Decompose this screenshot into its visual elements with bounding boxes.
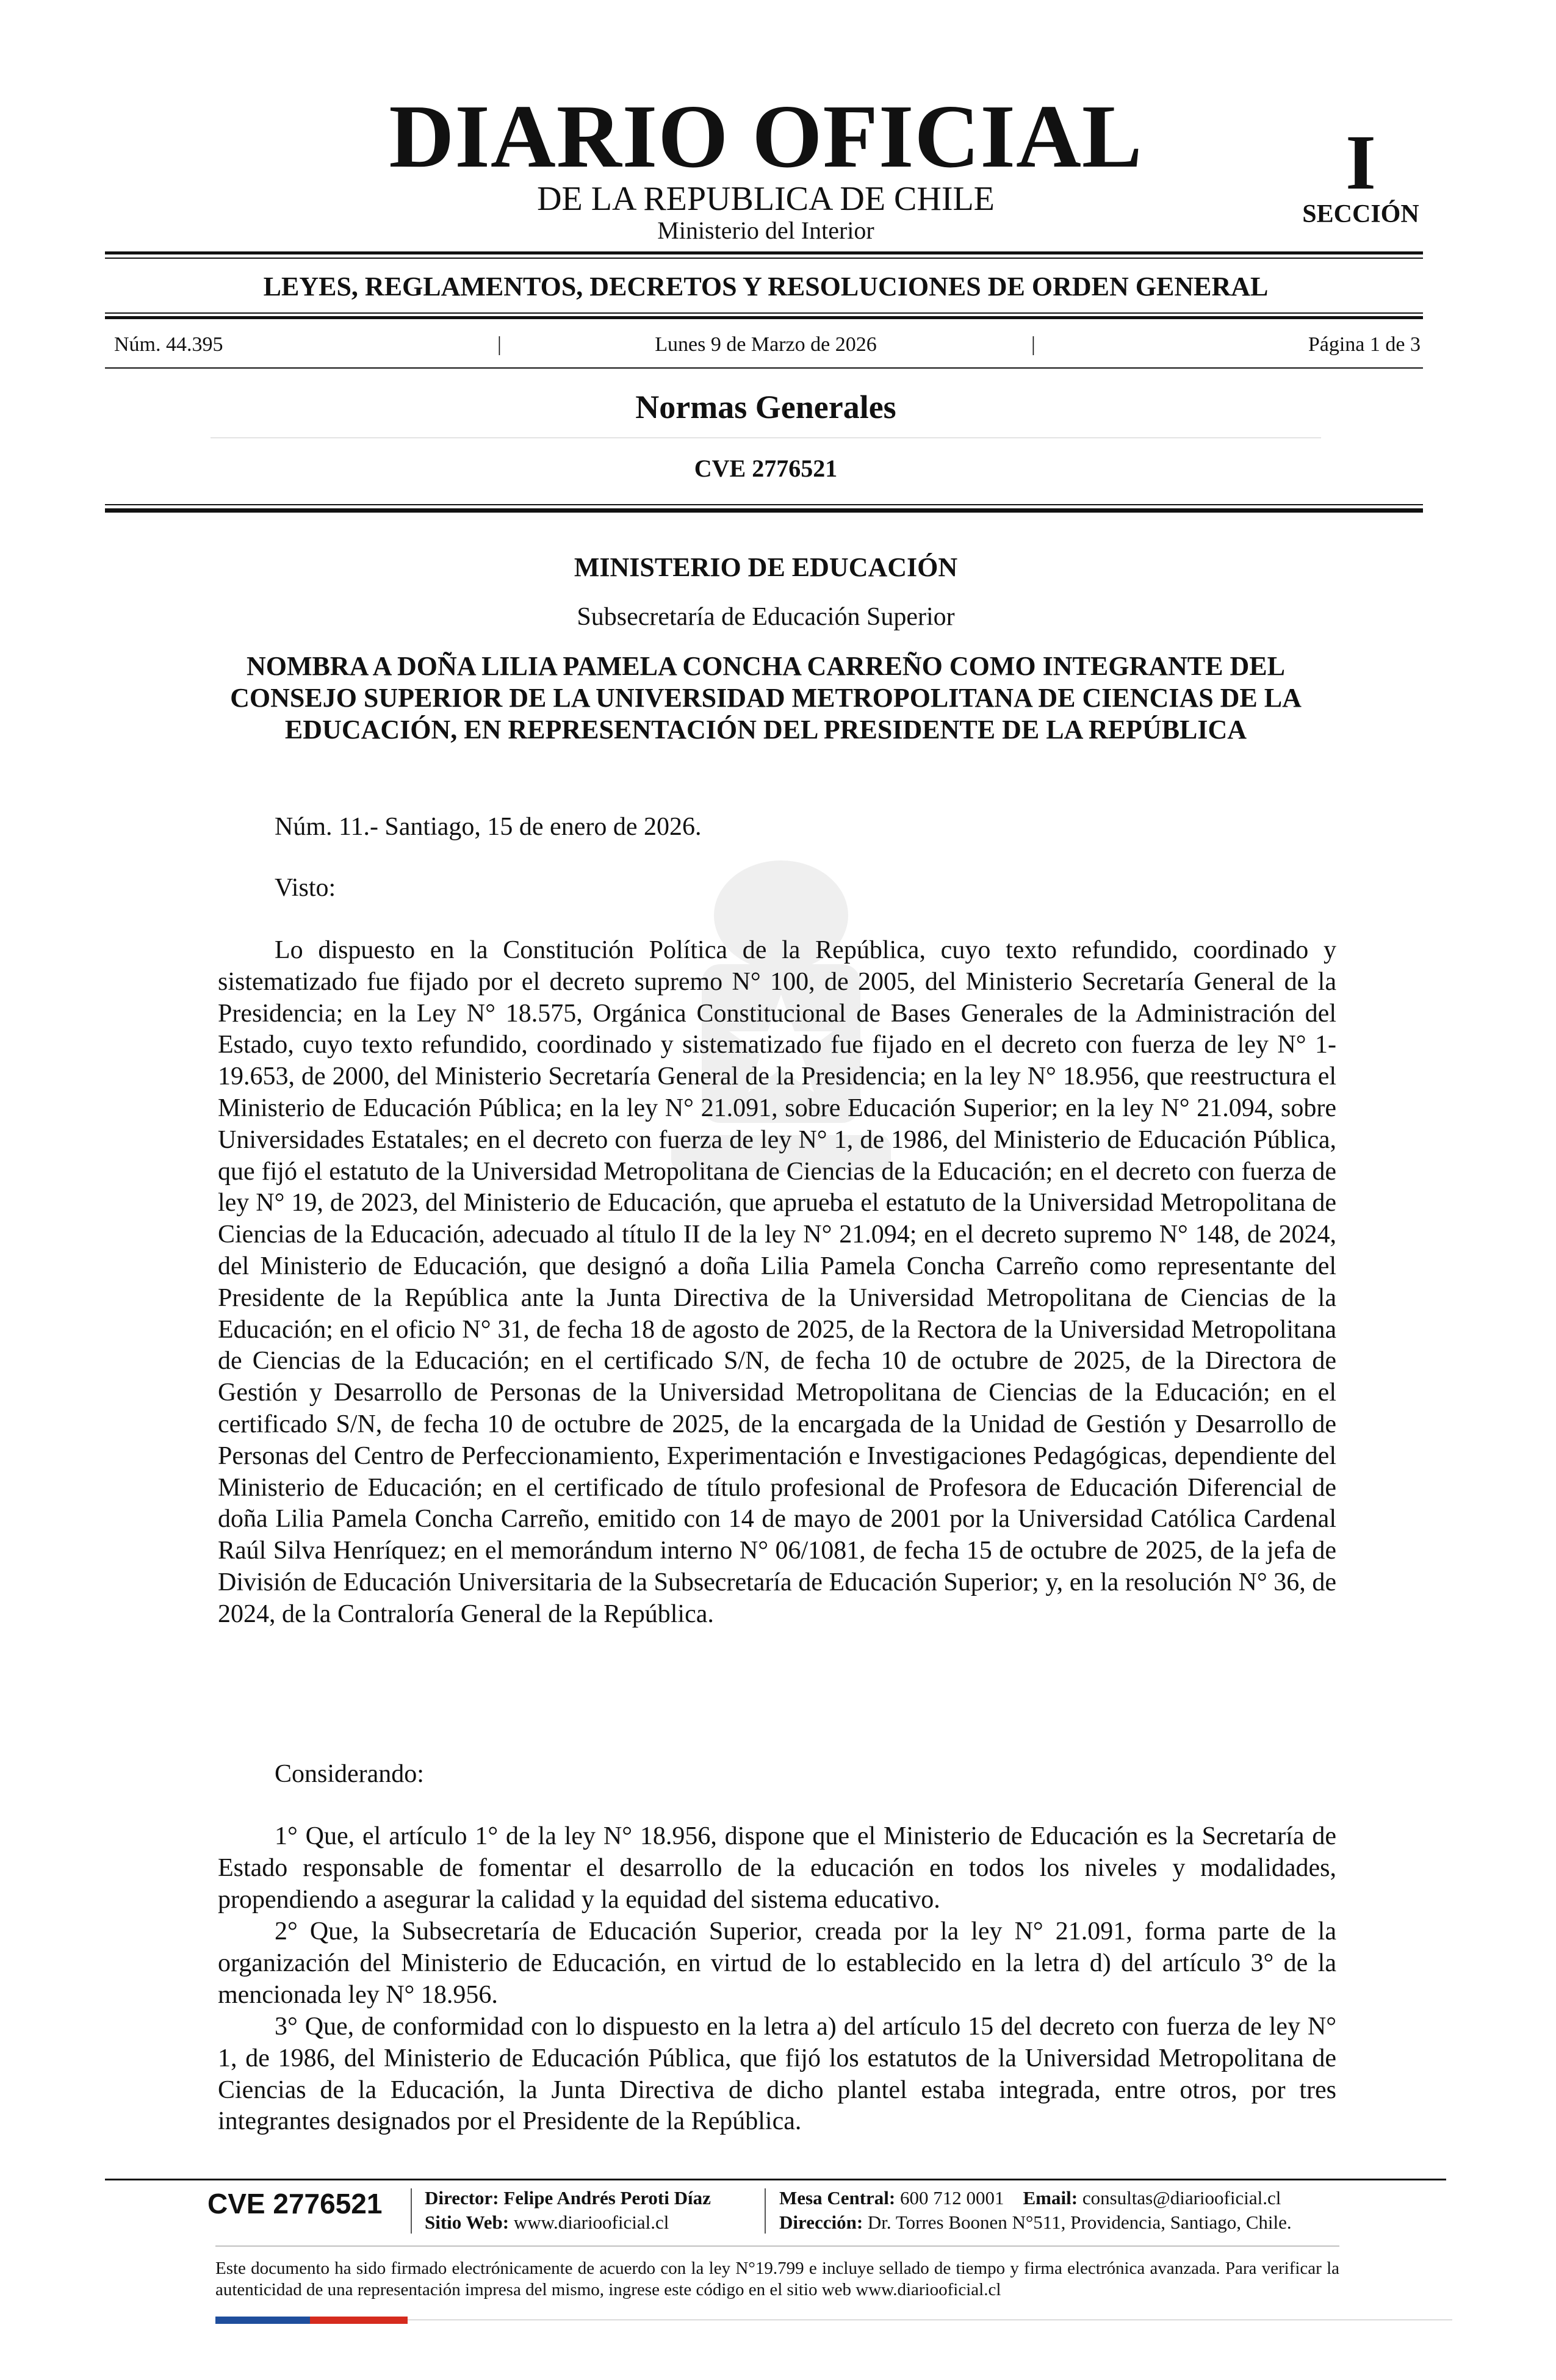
footer-address: Dirección: Dr. Torres Boonen N°511, Providencia, Santiago, Chile.: [779, 2212, 1292, 2233]
heading-rule-thin: [105, 312, 1423, 314]
masthead-ministry: Ministerio del Interior: [657, 217, 874, 244]
footer-director: Director: Felipe Andrés Peroti Díaz: [425, 2187, 711, 2209]
footer-website: Sitio Web: www.diariooficial.cl: [425, 2212, 669, 2233]
section-label: SECCIÓN: [1302, 200, 1419, 228]
issue-separator: |: [497, 333, 502, 356]
footer-email-link[interactable]: consultas@diariooficial.cl: [1082, 2187, 1281, 2209]
considerando-paragraph: 2° Que, la Subsecretaría de Educación Superior, creada por la ley N° 21.091, forma parte de la organización del Ministerio de Educación, en virtud de lo establecido en la letra d) del artículo 3° de la mencionada ley N° 18.956.: [218, 1917, 1336, 2009]
visto-paragraph: Lo dispuesto en la Constitución Política de la República, cuyo texto refundido, coordinado y sistematizado fue fijado por el decreto supremo N° 100, de 2005, del Ministerio Secretaría General de la Presidencia; en la Ley N° 18.575, Orgánica Constitucional de Bases Generales de la Administración del Estado, cuyo texto refundido, coordinado y sistematizado fue fijado en el decreto con fuerza de ley N° 1-19.653, de 2000, del Ministerio Secretaría General de la Presidencia; en la ley N° 18.956, que reestructura el Ministerio de Educación Pública; en la ley N° 21.091, sobre Educación Superior; en la ley N° 21.094, sobre Universidades Estatales; en el decreto con fuerza de ley N° 1, de 1986, del Ministerio de Educación Pública, que fijó el estatuto de la Universidad Metropolitana de Ciencias de la Educación; en el decreto con fuerza de ley N° 19, de 2023, del Ministerio de Educación, que aprueba el estatuto de la Universidad Metropolitana de Ciencias de la Educación, adecuado al título II de la ley N° 21.094; en el decreto supremo N° 148, de 2024, del Ministerio de Educación, que designó a doña Lilia Pamela Concha Carreño como representante del Presidente de la República ante la Junta Directiva de la Universidad Metropolitana de Ciencias de la Educación; en el oficio N° 31, de fecha 18 de agosto de 2025, de la Rectora de la Universidad Metropolitana de Ciencias de la Educación; en el certificado S/N, de fecha 10 de octubre de 2025, de la Directora de Gestión y Desarrollo de Personas de la Universidad Metropolitana de Ciencias de la Educación; en el certificado S/N, de fecha 10 de octubre de 2025, de la encargada de la Unidad de Gestión y Desarrollo de Personas del Centro de Perfeccionamiento, Experimentación e Investigaciones Pedagógicas, dependiente del Ministerio de Educación; en el certificado de título profesional de Profesora de Educación Diferencial de doña Lilia Pamela Concha Carreño, emitido con 14 de mayo de 2001 por la Universidad Católica Cardenal Raúl Silva Henríquez; en el memorándum interno N° 06/1081, de fecha 15 de octubre de 2025, de la jefa de División de Educación Universitaria de la Subsecretaría de Educación Superior; y, en la resolución N° 36, de 2024, de la Contraloría General de la República.: [218, 936, 1336, 1628]
footer-phone: Mesa Central: 600 712 0001 Email: consultas@diariooficial.cl: [779, 2187, 1281, 2209]
document-subsecretary: Subsecretaría de Educación Superior: [577, 603, 955, 631]
considerando-label: Considerando:: [275, 1760, 424, 1788]
footer-legal-notice: Este documento ha sido firmado electrónicamente de acuerdo con la ley N°19.799 e incluye sellado de tiempo y firma electrónica avanzada. Para verificar la autenticidad de una representación impresa del mismo, ingrese este código en el sitio web www.diariooficial.cl: [215, 2259, 1339, 2299]
masthead-rule-top: [105, 251, 1423, 254]
meta-rule: [105, 367, 1423, 369]
chile-flag-stripe: [215, 2317, 408, 2324]
visto-label: Visto:: [275, 874, 336, 902]
heading-rule-bold: [105, 316, 1423, 319]
section-heading: LEYES, REGLAMENTOS, DECRETOS Y RESOLUCIONES DE ORDEN GENERAL: [263, 272, 1269, 301]
issue-separator: |: [1031, 333, 1036, 356]
cve-code: CVE 2776521: [694, 455, 838, 482]
considerando-paragraph: 3° Que, de conformidad con lo dispuesto en la letra a) del artículo 15 del decreto con fuerza de ley N° 1, de 1986, del Ministerio de Educación Pública, que fijó los estatutos de la Universidad Metropolitana de Ciencias de la Educación, la Junta Directiva de dicho plantel estaba integrada, entre otros, por tres integrantes designados por el Presidente de la República.: [218, 2013, 1336, 2136]
footer-cve-code: CVE 2776521: [207, 2188, 383, 2220]
masthead-rule-thin: [105, 258, 1423, 259]
footer-divider: [765, 2188, 766, 2234]
decree-number-date: Núm. 11.- Santiago, 15 de enero de 2026.: [275, 813, 702, 841]
header-rule-bold: [105, 508, 1423, 513]
footer-divider: [411, 2188, 412, 2234]
header-rule-thin: [105, 504, 1423, 505]
decree-title: NOMBRA A DOÑA LILIA PAMELA CONCHA CARREÑO COMO INTEGRANTE DEL CONSEJO SUPERIOR DE LA UNIVERSIDAD METROPOLITANA DE CIENCIAS DE LA EDUCACIÓN, EN REPRESENTACIÓN DEL PRESIDENTE DE LA REPÚBLICA: [230, 651, 1302, 745]
norm-type: Normas Generales: [635, 389, 896, 425]
issue-number: Núm. 44.395: [114, 333, 223, 356]
section-number: I: [1345, 119, 1376, 206]
masthead-subtitle: DE LA REPUBLICA DE CHILE: [537, 180, 995, 218]
footer-rule: [105, 2179, 1446, 2180]
considerando-paragraph: 1° Que, el artículo 1° de la ley N° 18.956, dispone que el Ministerio de Educación es la Secretaría de Estado responsable de fomentar el desarrollo de la educación en todos los niveles y modalidades, propendiendo a asegurar la calidad y la equidad del sistema educativo.: [218, 1822, 1336, 1914]
issue-page: Página 1 de 3: [1308, 333, 1421, 356]
masthead-title: DIARIO OFICIAL: [389, 87, 1143, 187]
issue-date: Lunes 9 de Marzo de 2026: [655, 333, 877, 356]
document-ministry: MINISTERIO DE EDUCACIÓN: [574, 552, 958, 582]
footer-website-link[interactable]: www.diariooficial.cl: [513, 2212, 669, 2233]
